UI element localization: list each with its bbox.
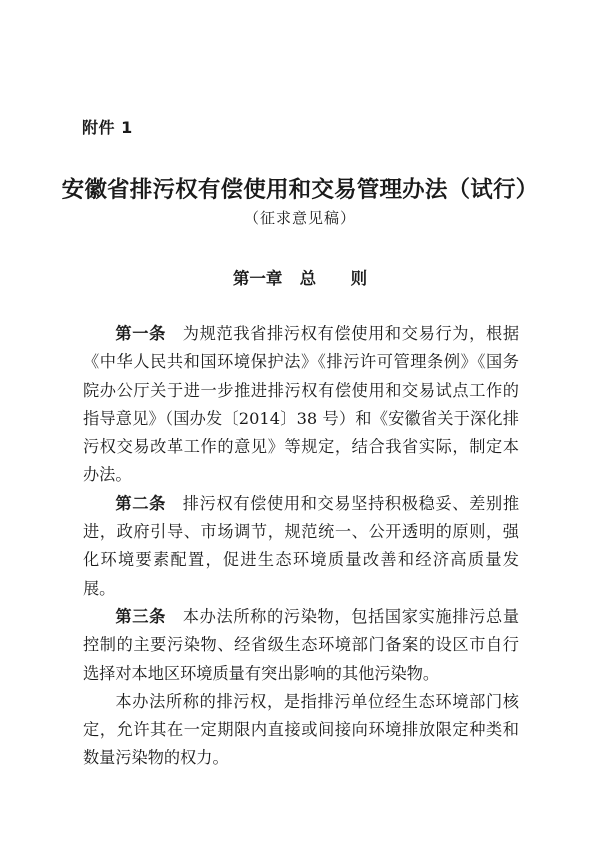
article-2 (83, 490, 519, 603)
document-subtitle: （征求意见稿） (243, 209, 356, 227)
document-title: 安徽省排污权有偿使用和交易管理办法（试行） (61, 177, 539, 203)
paragraph: 本办法所称的排污权，是指排污单位经生态环境部门核定，允许其在一定期限内直接或间接向环境排放限定种类和数量污染物的权力。 (83, 691, 519, 768)
article-text: 本办法所称的污染物，包括国家实施排污总量控制的主要污染物、经省级生态环境部门备案的设区市自行选择对本地区环境质量有突出影响的其他污染物。 (83, 606, 520, 683)
attachment-label: 附件 1 (82, 118, 133, 137)
article-3 (83, 603, 519, 688)
article-1 (83, 320, 519, 490)
article-number: 第二条 (115, 493, 166, 513)
article-text: 排污权有偿使用和交易坚持积极稳妥、差别推进，政府引导、市场调节，规范统一、公开透明的原则，强化环境要素配置，促进生态环境质量改善和经济高质量发展。 (83, 493, 520, 598)
chapter-title: 第一章 总 则 (232, 269, 368, 288)
article-text: 为规范我省排污权有偿使用和交易行为，根据《中华人民共和国环境保护法》《排污许可管理条例》《国务院办公厅关于进一步推进排污权有偿使用和交易试点工作的指导意见》（国办发〔2014〕38 号）和《安徽省关于深化排污权交易改革工作的意见》等规定，结合我省实际，制定本办法。 (83, 324, 520, 485)
article-number: 第一条 (115, 324, 166, 343)
document-body (83, 320, 519, 773)
article-number: 第三条 (115, 606, 166, 626)
